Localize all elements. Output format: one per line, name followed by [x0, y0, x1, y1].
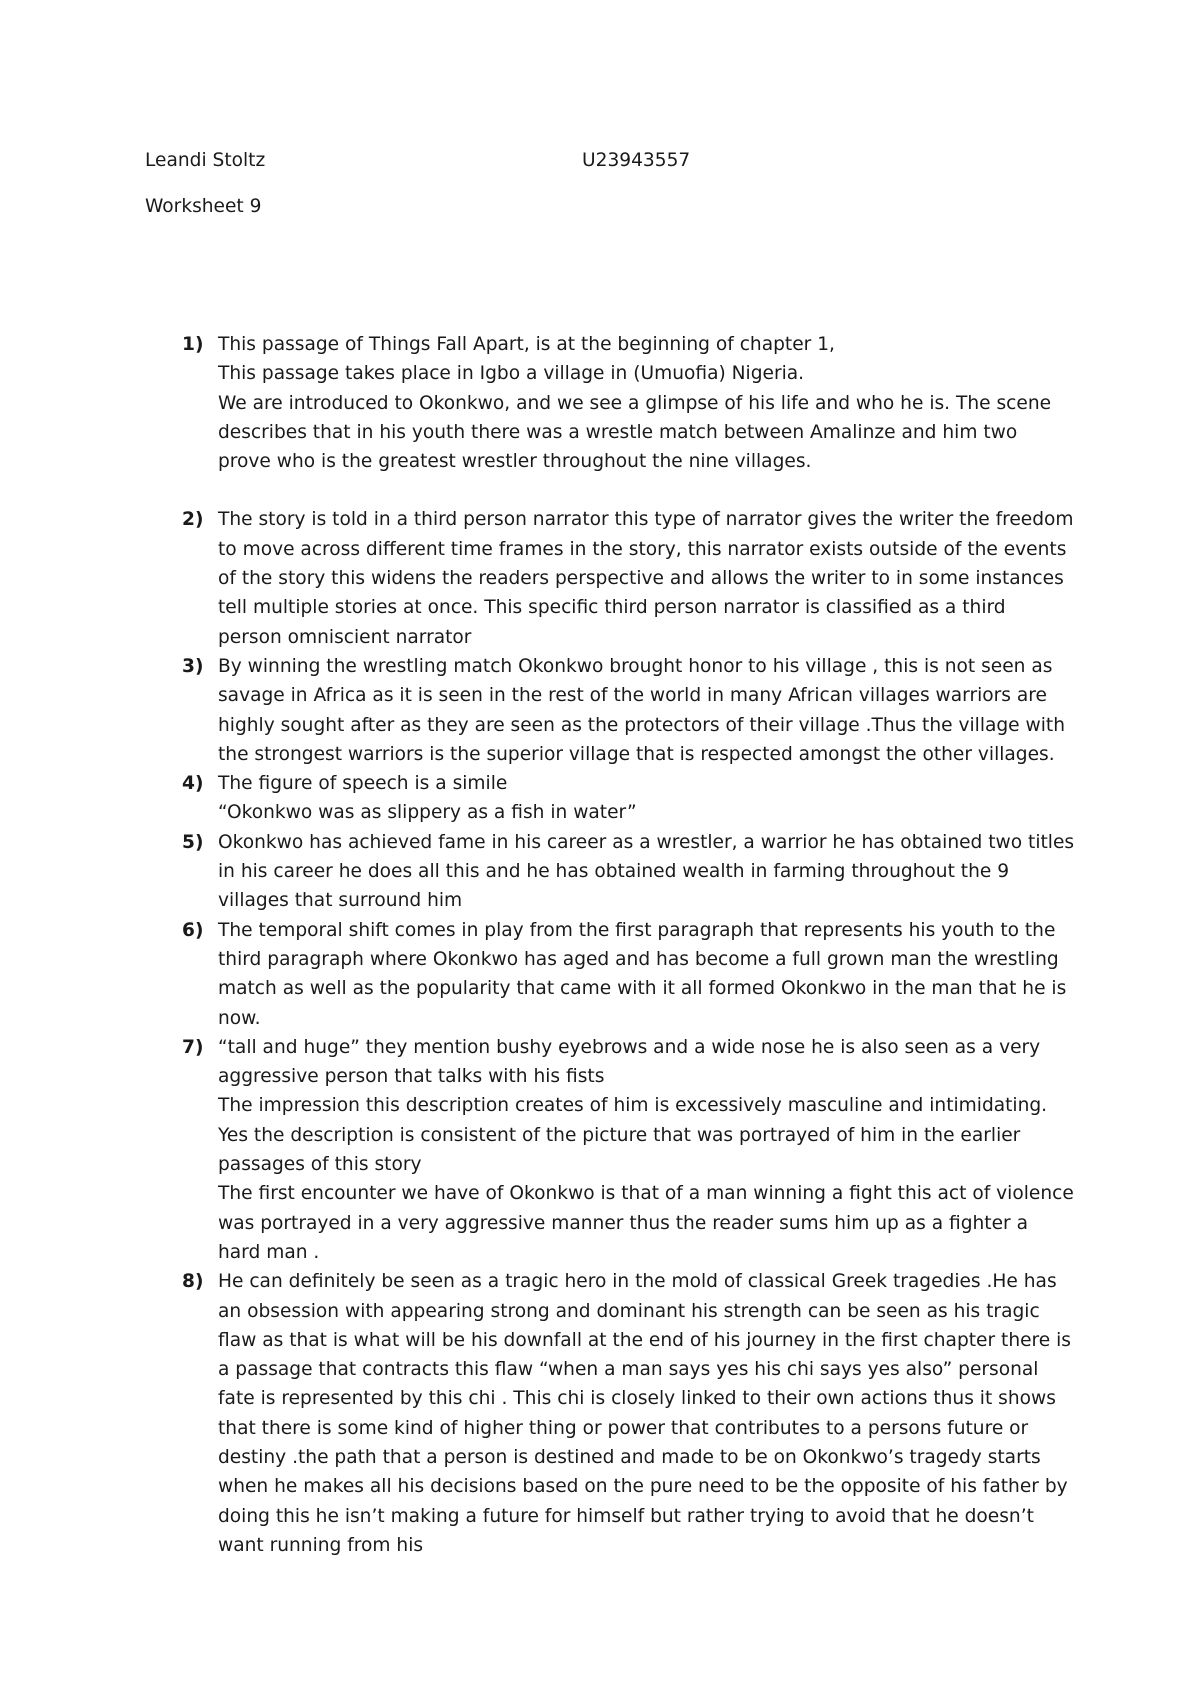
answer-number: 7): [182, 1036, 204, 1058]
answer-item-6: [145, 916, 1075, 1033]
answer-item-4: [145, 769, 1075, 828]
answer-item-2: [145, 505, 1075, 651]
answer-text: The figure of speech is a simile: [218, 773, 508, 795]
answer-list: [145, 330, 1075, 1560]
answer-item-3: [145, 652, 1075, 769]
answer-text: The first encounter we have of Okonkwo is that of a man winning a fight this act of violence was portrayed in a very aggressive manner thus the reader sums him up as a fighter a hard man .: [218, 1183, 1074, 1263]
answer-text: The temporal shift comes in play from the first paragraph that represents his youth to the third paragraph where Okonkwo has aged and has become a full grown man the wrestling match as well as the popularity that came with it all formed Okonkwo in the man that he is now.: [218, 919, 1067, 1029]
answer-text: The impression this description creates of him is excessively masculine and intimidating.: [218, 1095, 1048, 1117]
answer-number: 3): [182, 655, 204, 677]
answer-number: 8): [182, 1271, 204, 1293]
answer-number: 5): [182, 831, 204, 853]
answer-text: Yes the description is consistent of the picture that was portrayed of him in the earlier passages of this story: [218, 1124, 1021, 1176]
answer-text: “tall and huge” they mention bushy eyebrows and a wide nose he is also seen as a very aggressive person that talks with his fists: [218, 1036, 1041, 1088]
answer-number: 4): [182, 773, 204, 795]
answer-item-7: [145, 1033, 1075, 1267]
answer-text: This passage takes place in Igbo a village in (Umuofia) Nigeria.: [218, 363, 805, 385]
answer-text: Okonkwo has achieved fame in his career as a wrestler, a warrior he has obtained two titles in his career he does all this and he has obtained wealth in farming throughout the 9 villages that surround him: [218, 831, 1075, 912]
answer-text: By winning the wrestling match Okonkwo brought honor to his village , this is not seen as savage in Africa as it is seen in the rest of the world in many African villages warriors are highly sought after as they are seen as the protectors of their village .Thus the village with the strongest warriors is the superior village that is respected amongst the other villages.: [218, 655, 1065, 765]
student-id: U23943557: [582, 150, 691, 171]
answer-text: “Okonkwo was as slippery as a fish in water”: [218, 802, 637, 824]
answer-item-1: [145, 330, 1075, 476]
answer-item-8: [145, 1267, 1075, 1560]
worksheet-title: Worksheet 9: [145, 196, 262, 217]
answer-text: We are introduced to Okonkwo, and we see a glimpse of his life and who he is. The scene describes that in his youth there was a wrestle match between Amalinze and him two prove who is the greatest wrestler throughout the nine villages.: [218, 392, 1052, 473]
answer-item-5: [145, 828, 1075, 916]
answer-text: He can definitely be seen as a tragic hero in the mold of classical Greek tragedies .He has an obsession with appearing strong and dominant his strength can be seen as his tragic flaw as that is what will be his downfall at the end of his journey in the first chapter there is a passage that contracts this flaw “when a man says yes his chi says yes also” personal fate is represented by this chi . This chi is closely linked to their own actions thus it shows that there is some kind of higher thing or power that contributes to a persons future or destiny .the path that a person is destined and made to be on Okonkwo’s tragedy starts when he makes all his decisions based on the pure need to be the opposite of his father by doing this he isn’t making a future for himself but rather trying to avoid that he doesn’t want running from his: [218, 1271, 1071, 1556]
student-name: Leandi Stoltz: [145, 150, 266, 171]
answer-number: 6): [182, 919, 204, 941]
answer-number: 1): [182, 334, 204, 355]
answer-text: This passage of Things Fall Apart, is at the beginning of chapter 1,: [218, 334, 835, 355]
answer-number: 2): [182, 509, 204, 531]
answer-text: The story is told in a third person narrator this type of narrator gives the writer the freedom to move across different time frames in the story, this narrator exists outside of the events of the story this widens the readers perspective and allows the writer to in some instances tell multiple stories at once. This specific third person narrator is classified as a third person omniscient narrator: [218, 509, 1074, 648]
